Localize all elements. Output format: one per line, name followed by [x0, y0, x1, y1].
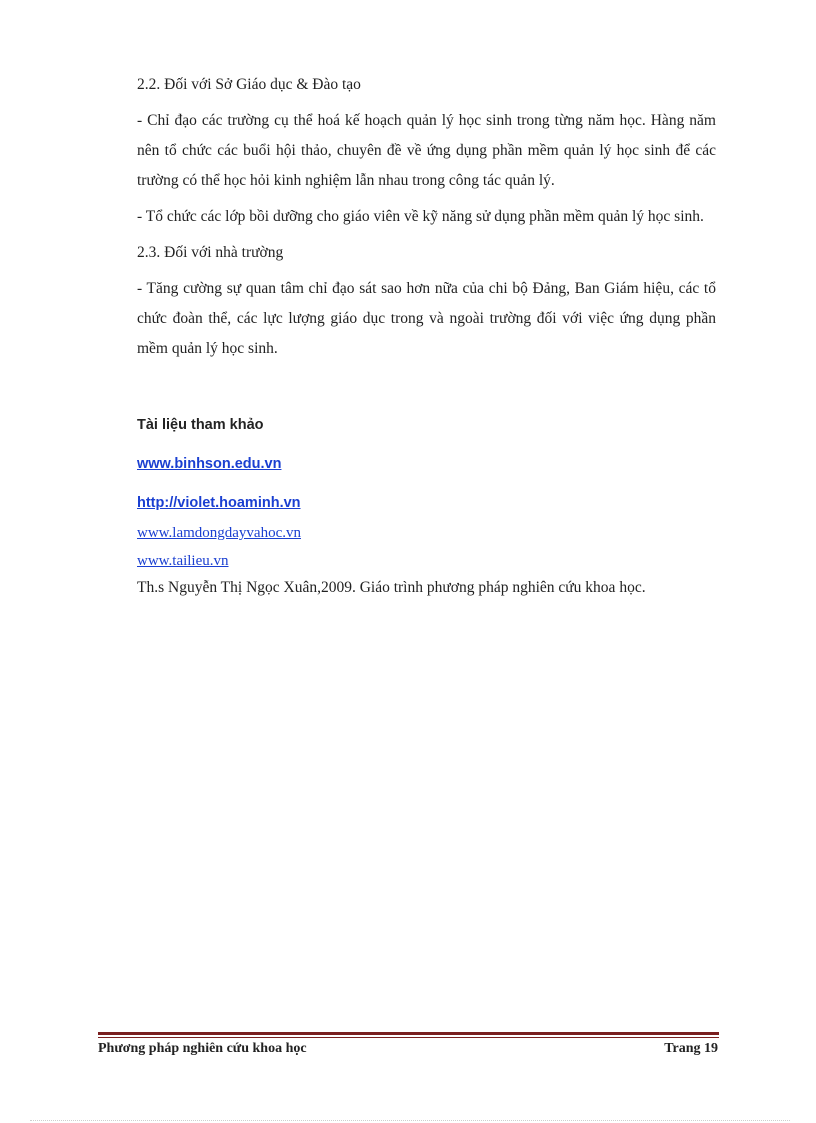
page-edge-divider	[30, 1120, 790, 1121]
reference-link-violet[interactable]: http://violet.hoaminh.vn	[137, 495, 301, 511]
reference-link-tailieu[interactable]: www.tailieu.vn	[137, 553, 229, 569]
paragraph-direct-schools: - Chỉ đạo các trường cụ thể hoá kế hoạch quản lý học sinh trong từng năm học. Hàng năm nên tổ chức các buổi hội thảo, chuyên đề về ứng dụng phần mềm quản lý học sinh để các trường có thể học hỏi kinh nghiệm lẫn nhau trong công tác quản lý.	[137, 112, 716, 189]
paragraph-school-attention: - Tăng cường sự quan tâm chỉ đạo sát sao hơn nữa của chi bộ Đảng, Ban Giám hiệu, các tổ chức đoàn thể, các lực lượng giáo dục trong và ngoài trường đối với việc ứng dụng phần mềm quản lý học sinh.	[137, 280, 716, 357]
reference-citation: Th.s Nguyễn Thị Ngọc Xuân,2009. Giáo trình phương pháp nghiên cứu khoa học.	[137, 579, 646, 596]
paragraph-training-courses: - Tổ chức các lớp bồi dưỡng cho giáo viên về kỹ năng sử dụng phần mềm quản lý học sinh.	[137, 208, 704, 225]
page-body	[137, 70, 716, 603]
references-title: Tài liệu tham khảo	[137, 417, 264, 433]
footer-rule-thick	[98, 1032, 719, 1035]
reference-link-binhson[interactable]: www.binhson.edu.vn	[137, 456, 282, 472]
footer-title: Phương pháp nghiên cứu khoa học	[98, 1041, 307, 1056]
reference-link-lamdong[interactable]: www.lamdongdayvahoc.vn	[137, 525, 301, 541]
section-heading-2-2: 2.2. Đối với Sở Giáo dục & Đào tạo	[137, 76, 361, 93]
footer-rule-thin	[98, 1037, 719, 1038]
footer-page-number: Trang 19	[664, 1041, 718, 1056]
section-heading-2-3: 2.3. Đối với nhà trường	[137, 244, 284, 261]
